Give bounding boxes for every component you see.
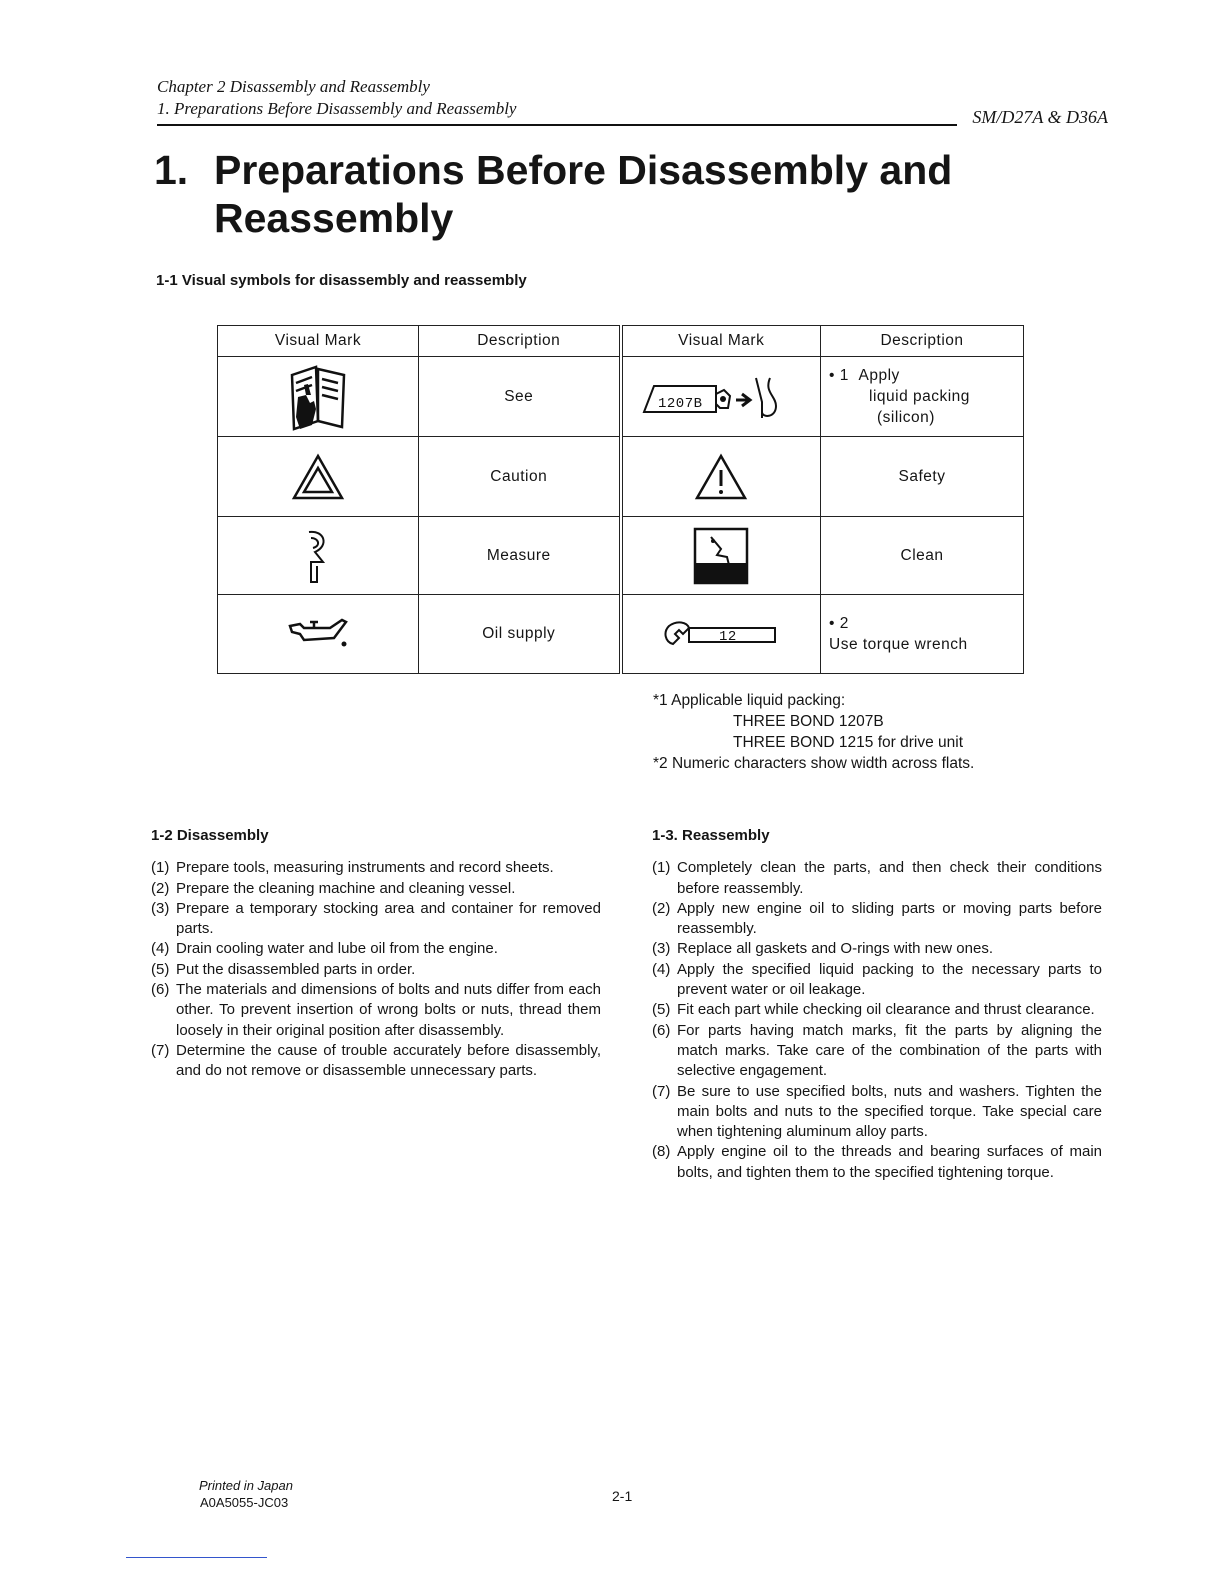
disassembly-heading: 1-2 Disassembly [151,827,269,844]
table-row [218,357,1024,437]
page-title [154,146,1054,242]
visual-symbols-table [217,325,1024,674]
list-item: (2) Prepare the cleaning machine and cleaning vessel. [151,879,516,897]
list-item: (5) Put the disassembled parts in order. [151,960,416,978]
header-visual-mark: Visual Mark [621,326,821,357]
header-visual-mark: Visual Mark [218,326,419,357]
list-item: (4) Drain cooling water and lube oil from the engine. [151,940,498,958]
table-row [218,595,1024,674]
footnote-mark-1: • 1 [829,367,849,384]
desc-see: See [419,357,621,437]
desc-torque-wrench-text: Use torque wrench [829,636,968,653]
desc-liquid-packing [821,357,1024,437]
safety-triangle-icon [621,437,821,517]
list-item: (8) Apply engine oil to the threads and bearing surfaces of main bolts, and tighten them to the specified tightening torque. [652,1143,1102,1181]
desc-liquid-packing-text: liquid packing [869,388,970,405]
oil-can-icon [218,595,419,674]
title-line-2: Reassembly [214,195,454,241]
torque-width-text: 12 [719,629,738,645]
list-item: (7) Be sure to use specified bolts, nuts and washers. Tighten the main bolts and nuts to the specified torque. Take special care when tightening aluminum alloy parts. [652,1082,1102,1141]
list-item: (7) Determine the cause of trouble accurately before disassembly, and do not remove or disassemble unnecessary parts. [151,1041,601,1080]
page-edge-line [126,1557,267,1558]
desc-oil-supply: Oil supply [419,595,621,674]
table-row [218,517,1024,595]
desc-safety: Safety [821,437,1024,517]
page-header [157,76,1108,127]
section-title: 1. Preparations Before Disassembly and Reassembly [157,99,517,118]
table-footnotes [653,690,974,774]
clean-tank-icon [621,517,821,595]
list-item: (4) Apply the specified liquid packing to the necessary parts to prevent water or oil leakage. [652,960,1102,999]
list-item: (2) Apply new engine oil to sliding parts or moving parts before reassembly. [652,899,1102,938]
caution-triangle-icon [218,437,419,517]
desc-silicon: (silicon) [877,409,935,426]
chapter-title: Chapter 2 Disassembly and Reassembly [157,77,430,96]
packing-code-text: 1207B [658,395,703,412]
reassembly-list [652,858,1102,1183]
header-description: Description [419,326,621,357]
footnote-2: *2 Numeric characters show width across flats. [653,755,975,772]
symbols-heading: 1-1 Visual symbols for disassembly and reassembly [156,272,527,289]
desc-measure: Measure [419,517,621,595]
document-number: A0A5055-JC03 [200,1495,289,1510]
title-number: 1. [154,147,189,193]
list-item: (5) Fit each part while checking oil clearance and thrust clearance. [652,1001,1095,1019]
liquid-packing-icon [621,357,821,437]
list-item: (3) Replace all gaskets and O-rings with new ones. [652,940,993,958]
footnote-1: *1 Applicable liquid packing: [653,692,846,709]
disassembly-list [151,858,601,1081]
table-row [218,437,1024,517]
page-number: 2-1 [612,1488,633,1504]
list-item: (6) For parts having match marks, fit the parts by aligning the match marks. Take care of the combination of the parts with selective engagement. [652,1021,1102,1080]
list-item: (1) Completely clean the parts, and then check their conditions before reassembly. [652,859,1102,897]
model-label: SM/D27A & D36A [972,107,1108,127]
list-item: (1) Prepare tools, measuring instruments and record sheets. [151,859,554,877]
reassembly-section [652,826,1102,1183]
disassembly-section [151,826,601,1082]
book-hand-icon [218,357,419,437]
table-header-row [218,326,1024,357]
footnote-mark-2: • 2 [829,615,849,632]
desc-apply: Apply [858,367,900,384]
footnote-1-item: THREE BOND 1215 for drive unit [733,734,964,751]
list-item: (3) Prepare a temporary stocking area and container for removed parts. [151,899,601,938]
printed-in-label: Printed in Japan [199,1478,293,1493]
desc-caution: Caution [419,437,621,517]
title-line-1: Preparations Before Disassembly and [214,147,953,193]
header-description: Description [821,326,1024,357]
header-rule [157,124,957,126]
caliper-icon [218,517,419,595]
desc-torque-wrench [821,595,1024,674]
footnote-1-item: THREE BOND 1207B [733,713,884,730]
list-item: (6) The materials and dimensions of bolts and nuts differ from each other. To prevent insertion of wrong bolts or nuts, thread them loosely in their original position after disassembly. [151,981,601,1039]
reassembly-heading: 1-3. Reassembly [652,827,770,844]
torque-wrench-icon [621,595,821,674]
desc-clean: Clean [821,517,1024,595]
